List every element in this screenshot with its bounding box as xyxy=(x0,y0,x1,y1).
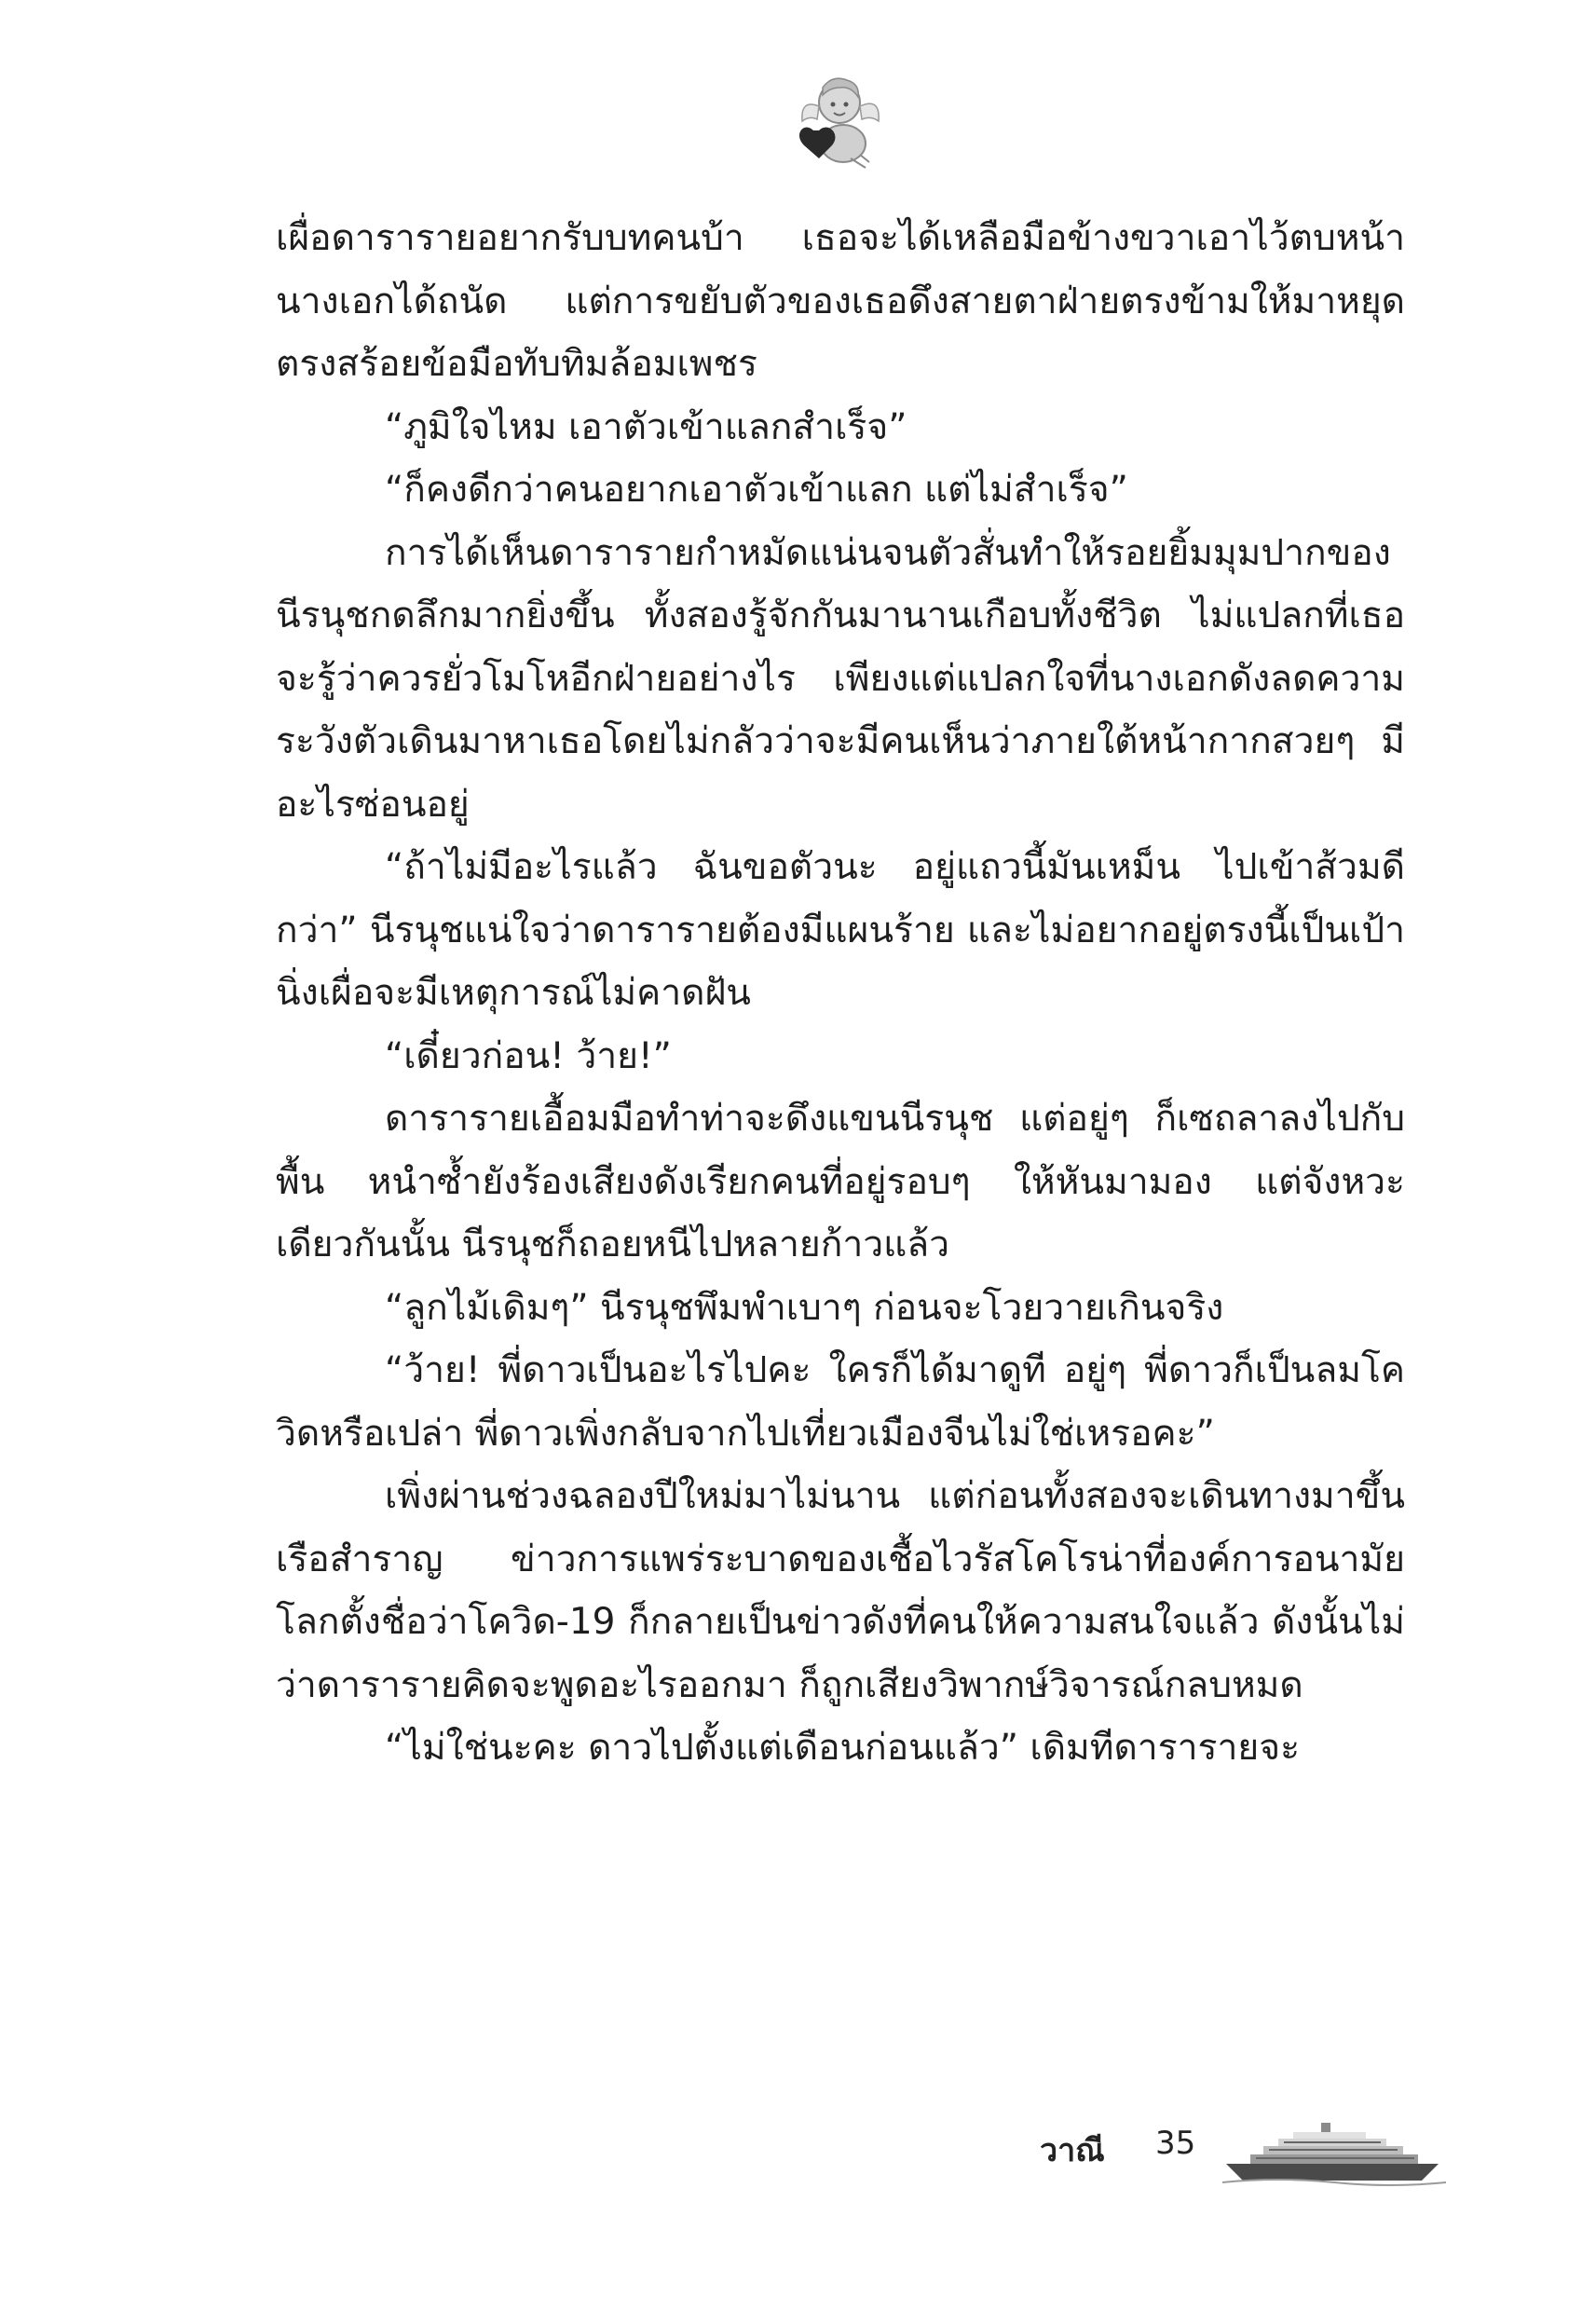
paragraph-3: “ก็คงดีกว่าคนอยากเอาตัวเข้าแลก แต่ไม่สำเร็จ” xyxy=(385,469,1128,511)
paragraph-5: “ถ้าไม่มีอะไรแล้ว ฉันขอตัวนะ อยู่แถวนี้มันเหม็น ไปเข้าส้วมดีกว่า” นีรนุชแน่ใจว่าดารารายต้องมีแผนร้าย และไม่อยากอยู่ตรงนี้เป็นเป้านิ่งเผื่อจะมีเหตุการณ์ไม่คาดฝัน xyxy=(276,846,1405,1014)
paragraph-7: ดารารายเอื้อมมือทำท่าจะดึงแขนนีรนุช แต่อยู่ๆ ก็เซถลาลงไปกับพื้น หนำซ้ำยังร้องเสียงดังเรียกคนที่อยู่รอบๆ ให้หันมามอง แต่จังหวะเดียวกันนั้น นีรนุชก็ถอยหนีไปหลายก้าวแล้ว xyxy=(276,1098,1405,1265)
paragraph-1: เผื่อดารารายอยากรับบทคนบ้า เธอจะได้เหลือมือข้างขวาเอาไว้ตบหน้านางเอกได้ถนัด แต่การขยับตัวของเธอดึงสายตาฝ่ายตรงข้ามให้มาหยุดตรงสร้อยข้อมือทับทิมล้อมเพชร xyxy=(276,217,1405,385)
footer-author: วาณี xyxy=(1040,2132,1105,2169)
text-body xyxy=(276,207,1405,1780)
paragraph-4: การได้เห็นดารารายกำหมัดแน่นจนตัวสั่นทำให้รอยยิ้มมุมปากของนีรนุชกดลึกมากยิ่งขึ้น ทั้งสองรู้จักกันมานานเกือบทั้งชีวิต ไม่แปลกที่เธอจะรู้ว่าควรยั่วโมโหอีกฝ่ายอย่างไร เพียงแต่แปลกใจที่นางเอกดังลดความระวังตัวเดินมาหาเธอโดยไม่กลัวว่าจะมีคนเห็นว่าภายใต้หน้ากากสวยๆ มีอะไรซ่อนอยู่ xyxy=(276,531,1405,826)
paragraph-6: “เดี๋ยวก่อน! ว้าย!” xyxy=(385,1034,672,1077)
cupid-holding-heart-icon xyxy=(795,69,884,171)
cruise-ship-icon xyxy=(1222,2121,1446,2186)
paragraph-10: เพิ่งผ่านช่วงฉลองปีใหม่มาไม่นาน แต่ก่อนทั้งสองจะเดินทางมาขึ้นเรือสำราญ ข่าวการแพร่ระบาดของเชื้อไวรัสโคโรน่าที่องค์การอนามัยโลกตั้งชื่อว่าโควิด-19 ก็กลายเป็นข่าวดังที่คนให้ความสนใจแล้ว ดังนั้นไม่ว่าดารารายคิดจะพูดอะไรออกมา ก็ถูกเสียงวิพากษ์วิจารณ์กลบหมด xyxy=(276,1475,1405,1706)
page-footer xyxy=(1016,2121,1453,2195)
paragraph-11: “ไม่ใช่นะคะ ดาวไปตั้งแต่เดือนก่อนแล้ว” เดิมทีดารารายจะ xyxy=(385,1727,1301,1769)
paragraph-9: “ว้าย! พี่ดาวเป็นอะไรไปคะ ใครก็ได้มาดูที อยู่ๆ พี่ดาวก็เป็นลมโควิดหรือเปล่า พี่ดาวเพิ่งกลับจากไปเที่ยวเมืองจีนไม่ใช่เหรอคะ” xyxy=(276,1349,1405,1455)
page-number: 35 xyxy=(1155,2125,1196,2162)
paragraph-8: “ลูกไม้เดิมๆ” นีรนุชพึมพำเบาๆ ก่อนจะโวยวายเกินจริง xyxy=(385,1286,1224,1329)
paragraph-2: “ภูมิใจไหม เอาตัวเข้าแลกสำเร็จ” xyxy=(385,405,907,448)
